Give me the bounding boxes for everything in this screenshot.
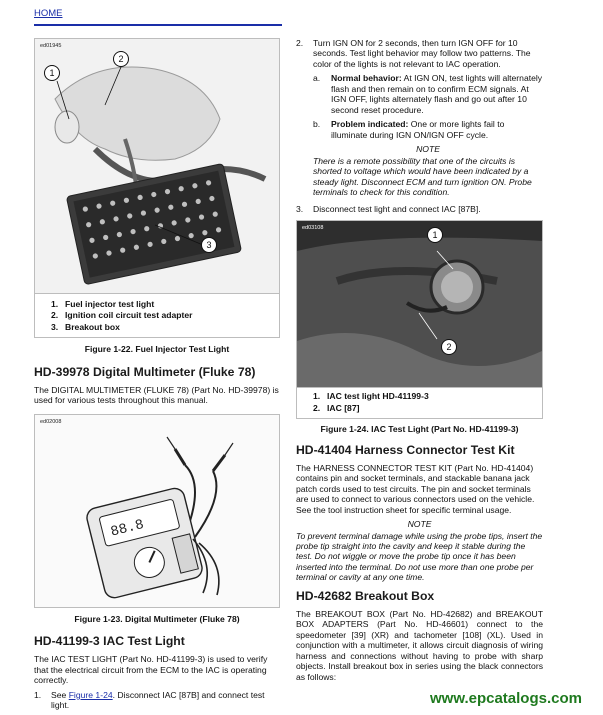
figure-1-23-image	[34, 414, 280, 608]
legend-item: 2. Ignition coil circuit test adapter	[51, 310, 193, 321]
step-3: 3. Disconnect test light and connect IAC [87B].	[296, 203, 481, 214]
right-column	[296, 38, 543, 686]
iac-steps	[34, 690, 280, 711]
breakout-heading: HD-42682 Breakout Box	[296, 588, 435, 603]
multimeter-body: The DIGITAL MULTIMETER (FLUKE 78) (Part No. HD-39978) is used for various tests throughout this manual.	[34, 384, 279, 406]
legend-item: 1. IAC test light HD-41199-3	[313, 391, 429, 402]
figure-1-22-image	[34, 38, 280, 294]
iac-body: The IAC TEST LIGHT (Part No. HD-41199-3) is used to verify that the electrical circuit from the ECM to the IAC is operating correctly.	[34, 654, 268, 686]
note-title: NOTE	[416, 144, 440, 155]
callout-1: 1	[44, 65, 60, 81]
figure-id: ed01945	[40, 43, 62, 49]
multimeter-heading: HD-39978 Digital Multimeter (Fluke 78)	[34, 364, 256, 379]
figure-1-24-image	[296, 220, 543, 388]
figure-id: ed03108	[302, 225, 324, 232]
note-text: To prevent terminal damage while using the probe tips, insert the probe tip straight into the cavity and keep it stable during the test. Do not wiggle or move the probe tip once it has been inserted into the terminal. Do not use more than one probe per terminal or cavity at any one time.	[296, 530, 543, 583]
figure-id: ed02008	[40, 418, 62, 425]
callout-1: 1	[427, 227, 443, 243]
figure-1-24-caption: Figure 1-24. IAC Test Light (Part No. HD-41199-3)	[320, 424, 519, 435]
legend-item: 3. Breakout box	[51, 321, 120, 332]
figure-1-24-legend	[296, 387, 543, 419]
figure-1-22-caption: Figure 1-22. Fuel Injector Test Light	[84, 344, 230, 355]
substep-b: b. Problem indicated: One or more lights fail to illuminate during IGN ON/IGN OFF cycle.	[313, 119, 505, 140]
callout-3: 3	[201, 237, 217, 253]
watermark-url: www.epcatalogs.com	[430, 690, 582, 707]
multimeter-drawing	[35, 415, 279, 607]
step-1: 1. See Figure 1-24. Disconnect IAC [87B] and connect test light.	[34, 689, 265, 711]
iac-test-light-photo	[297, 221, 542, 387]
figure-1-24-link[interactable]: Figure 1-24	[68, 689, 113, 700]
harness-body: The HARNESS CONNECTOR TEST KIT (Part No. HD-41404) contains pin and socket terminals, and stackable banana jack patch cords used to test circuits. The pin and socket terminals are used to connect to various connectors used on the vehicle. See the tool instruction sheet for specific terminal usage.	[296, 462, 535, 515]
legend-item: 2. IAC [87]	[313, 402, 360, 413]
note-text: There is a remote possibility that one of the circuits is shorted to voltage which would have been indicated by a steady light. Disconnect ECM and turn ignition ON. Probe terminals to check for this condition.	[313, 155, 532, 198]
legend-item: 1. Fuel injector test light	[51, 299, 155, 309]
note-title: NOTE	[407, 519, 432, 530]
figure-1-22-legend	[34, 293, 280, 338]
substep-a: a. Normal behavior: At IGN ON, test lights will alternately flash and then remain on to confirm ECM signals. At IGN OFF, lights alternately flash and go out after 10 second reset procedure.	[313, 73, 543, 115]
breakout-box-photo	[35, 39, 279, 293]
home-underline-rule	[34, 24, 282, 26]
left-column	[34, 38, 280, 715]
home-link[interactable]: HOME	[34, 8, 63, 19]
iac-steps-continued	[296, 38, 543, 214]
step-2: 2. Turn IGN ON for 2 seconds, then turn IGN OFF for 10 seconds. Test light behavior may follow two patterns. The color of the lights is not relevant to IAC operation. a. Normal behavior: At IGN ON, test lights will alternately flash and then remain on to confirm ECM signals. At IGN OFF, lights alternately flash and go out after 10 second reset procedure. b. Problem indicated: One or more lights fail to illuminate during IGN ON/IGN OFF cycle. NOTE There is a remote possibility that one of the circuits is shorted to voltage which would have been indicated by a steady light. Disconnect ECM and turn ignition ON. Probe terminals to check for this condition.	[296, 38, 543, 198]
svg-text:88.8: 88.8	[109, 516, 146, 541]
callout-2: 2	[113, 51, 129, 67]
breakout-body: The BREAKOUT BOX (Part No. HD-42682) and BREAKOUT BOX ADAPTERS (Part No. HD-46601) connect to the speedometer [39] (XR) and tachometer [108] (XL). Used in conjunction with a multimeter, it allows circuit diagnosis of wiring harness and connections without having to probe with sharp objects. Install breakout box in series using the black connectors as follows:	[296, 608, 543, 682]
step-2-substeps	[313, 73, 543, 140]
callout-2: 2	[441, 339, 457, 355]
iac-heading: HD-41199-3 IAC Test Light	[34, 634, 185, 649]
figure-1-23-caption: Figure 1-23. Digital Multimeter (Fluke 78)	[74, 613, 240, 624]
harness-heading: HD-41404 Harness Connector Test Kit	[296, 442, 515, 457]
